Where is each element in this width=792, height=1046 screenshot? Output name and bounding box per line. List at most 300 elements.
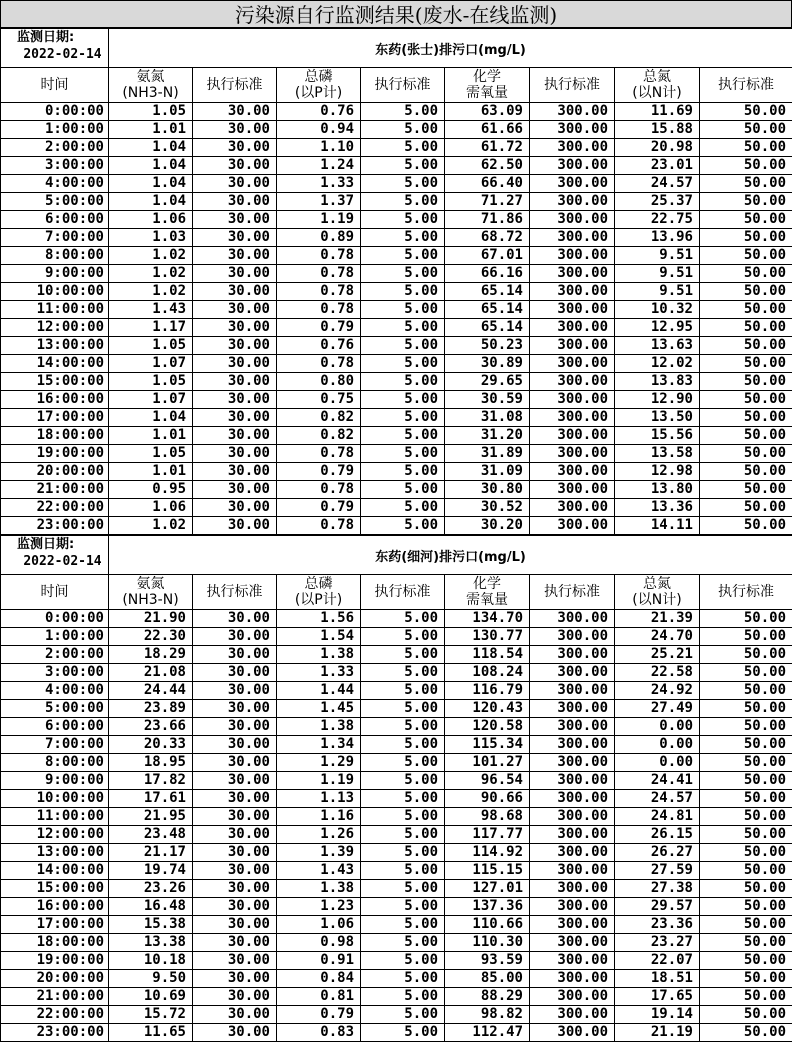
cell-cod-std: 300.00 [530,463,615,481]
cell-tn-std: 50.00 [700,139,792,157]
cell-time: 1:00:00 [1,121,109,139]
cell-tp: 0.84 [277,970,361,988]
cell-tp-std: 5.00 [361,247,445,265]
cell-tn: 25.21 [615,646,700,664]
cell-tn: 15.56 [615,427,700,445]
cell-tn-std: 50.00 [700,445,792,463]
cell-nh3-std: 30.00 [193,247,277,265]
cell-tp: 1.23 [277,898,361,916]
cell-tn-std: 50.00 [700,700,792,718]
cell-cod-std: 300.00 [530,409,615,427]
cell-nh3-std: 30.00 [193,283,277,301]
table-row [1,481,792,499]
cell-nh3: 20.33 [109,736,193,754]
cell-nh3-std: 30.00 [193,211,277,229]
cell-cod: 29.65 [445,373,530,391]
header-cod-text: 化学 [473,69,501,85]
cell-time: 0:00:00 [1,610,109,628]
cell-tn: 10.32 [615,301,700,319]
cell-nh3-std: 30.00 [193,517,277,535]
cell-nh3: 1.05 [109,373,193,391]
cell-tp-std: 5.00 [361,157,445,175]
cell-time: 1:00:00 [1,628,109,646]
cell-tn: 0.00 [615,754,700,772]
cell-nh3-std: 30.00 [193,391,277,409]
cell-nh3-std: 30.00 [193,1024,277,1042]
table-row [1,628,792,646]
cell-time: 17:00:00 [1,916,109,934]
cell-nh3: 0.95 [109,481,193,499]
cell-cod: 61.72 [445,139,530,157]
cell-cod-std: 300.00 [530,319,615,337]
cell-tn-std: 50.00 [700,463,792,481]
cell-cod-std: 300.00 [530,862,615,880]
cell-nh3-std: 30.00 [193,754,277,772]
cell-time: 15:00:00 [1,880,109,898]
cell-tn-std: 50.00 [700,247,792,265]
cell-cod: 30.59 [445,391,530,409]
cell-cod-std: 300.00 [530,826,615,844]
table-row [1,337,792,355]
cell-cod-std: 300.00 [530,175,615,193]
cell-tn: 14.11 [615,517,700,535]
cell-cod: 101.27 [445,754,530,772]
cell-tn: 23.27 [615,934,700,952]
cell-tn-std: 50.00 [700,391,792,409]
cell-tp: 1.26 [277,826,361,844]
cell-cod: 31.20 [445,427,530,445]
cell-cod: 66.40 [445,175,530,193]
cell-cod-std: 300.00 [530,283,615,301]
cell-nh3-std: 30.00 [193,427,277,445]
cell-cod-std: 300.00 [530,736,615,754]
cell-tn: 26.27 [615,844,700,862]
cell-nh3: 1.17 [109,319,193,337]
cell-cod: 98.68 [445,808,530,826]
cell-nh3: 23.48 [109,826,193,844]
cell-nh3: 1.07 [109,355,193,373]
cell-tp: 1.19 [277,211,361,229]
cell-tp: 0.76 [277,103,361,121]
cell-nh3-std: 30.00 [193,916,277,934]
cell-cod-std: 300.00 [530,517,615,535]
table-row [1,916,792,934]
table-row [1,664,792,682]
cell-tp-std: 5.00 [361,1024,445,1042]
cell-nh3: 1.04 [109,157,193,175]
cell-nh3-std: 30.00 [193,664,277,682]
cell-tn: 13.50 [615,409,700,427]
cell-cod-std: 300.00 [530,337,615,355]
cell-cod: 112.47 [445,1024,530,1042]
cell-tp-std: 5.00 [361,880,445,898]
monitoring-date-cell [1,29,109,68]
cell-tn: 27.49 [615,700,700,718]
header-ammonia-standard [193,575,277,610]
cell-tn-std: 50.00 [700,844,792,862]
cell-tn: 27.59 [615,862,700,880]
header-cod [445,575,530,610]
cell-nh3: 13.38 [109,934,193,952]
table-row [1,790,792,808]
cell-cod: 93.59 [445,952,530,970]
header-time [1,575,109,610]
cell-tp-std: 5.00 [361,970,445,988]
cell-time: 17:00:00 [1,409,109,427]
cell-time: 6:00:00 [1,718,109,736]
cell-nh3: 16.48 [109,898,193,916]
cell-time: 7:00:00 [1,229,109,247]
cell-tp-std: 5.00 [361,646,445,664]
cell-tp: 0.75 [277,391,361,409]
cell-nh3-std: 30.00 [193,355,277,373]
table-row [1,682,792,700]
header-total-nitrogen-text: (以N计) [632,85,682,101]
cell-nh3-std: 30.00 [193,898,277,916]
cell-tn-std: 50.00 [700,970,792,988]
cell-time: 4:00:00 [1,682,109,700]
table-row [1,121,792,139]
outlet-name: 东药(张士)排污口(mg/L) [109,29,792,68]
cell-tp: 1.16 [277,808,361,826]
cell-time: 2:00:00 [1,646,109,664]
cell-tn: 9.51 [615,283,700,301]
cell-cod: 50.23 [445,337,530,355]
cell-cod: 134.70 [445,610,530,628]
cell-tn-std: 50.00 [700,628,792,646]
cell-tn-std: 50.00 [700,790,792,808]
table-row [1,301,792,319]
cell-tp: 0.80 [277,373,361,391]
cell-tn-std: 50.00 [700,664,792,682]
cell-nh3-std: 30.00 [193,481,277,499]
cell-cod: 67.01 [445,247,530,265]
table-row [1,1024,792,1042]
cell-tp-std: 5.00 [361,664,445,682]
cell-tp: 1.56 [277,610,361,628]
cell-tp: 1.33 [277,664,361,682]
cell-cod-std: 300.00 [530,229,615,247]
cell-tn-std: 50.00 [700,826,792,844]
header-nitrogen-standard-text: 执行标准 [718,584,775,600]
cell-nh3-std: 30.00 [193,808,277,826]
cell-nh3: 15.72 [109,1006,193,1024]
cell-nh3-std: 30.00 [193,121,277,139]
header-ammonia-text: (NH3-N) [122,592,179,608]
cell-cod-std: 300.00 [530,952,615,970]
table-row [1,265,792,283]
cell-nh3: 22.30 [109,628,193,646]
cell-tn: 24.81 [615,808,700,826]
cell-nh3-std: 30.00 [193,844,277,862]
cell-tp-std: 5.00 [361,916,445,934]
cell-nh3: 1.02 [109,247,193,265]
cell-tn: 15.88 [615,121,700,139]
cell-cod-std: 300.00 [530,718,615,736]
cell-cod-std: 300.00 [530,1024,615,1042]
cell-cod: 71.86 [445,211,530,229]
cell-tp-std: 5.00 [361,211,445,229]
header-cod-standard-text: 执行标准 [544,584,600,600]
cell-cod-std: 300.00 [530,1006,615,1024]
header-total-nitrogen-text: 总氮 [643,69,671,85]
cell-tp-std: 5.00 [361,1006,445,1024]
cell-cod-std: 300.00 [530,247,615,265]
cell-tp-std: 5.00 [361,988,445,1006]
cell-tp: 1.38 [277,880,361,898]
cell-cod: 88.29 [445,988,530,1006]
cell-cod: 114.92 [445,844,530,862]
cell-nh3-std: 30.00 [193,862,277,880]
cell-tn: 17.65 [615,988,700,1006]
cell-tp: 0.79 [277,463,361,481]
table-row [1,952,792,970]
header-total-phosphorus [277,575,361,610]
table-row [1,229,792,247]
cell-nh3-std: 30.00 [193,790,277,808]
cell-tn-std: 50.00 [700,646,792,664]
cell-cod-std: 300.00 [530,139,615,157]
cell-cod-std: 300.00 [530,157,615,175]
cell-tn-std: 50.00 [700,121,792,139]
cell-cod: 115.34 [445,736,530,754]
cell-nh3-std: 30.00 [193,700,277,718]
cell-nh3-std: 30.00 [193,736,277,754]
cell-time: 9:00:00 [1,772,109,790]
cell-nh3: 18.29 [109,646,193,664]
cell-tn: 13.96 [615,229,700,247]
cell-nh3: 1.01 [109,121,193,139]
cell-tp-std: 5.00 [361,736,445,754]
cell-cod: 30.89 [445,355,530,373]
cell-cod: 120.43 [445,700,530,718]
table-row [1,103,792,121]
cell-tp-std: 5.00 [361,772,445,790]
cell-cod-std: 300.00 [530,772,615,790]
cell-tp: 1.45 [277,700,361,718]
header-phosphorus-standard-text: 执行标准 [374,77,431,93]
header-time-text: 时间 [40,77,69,93]
header-nitrogen-standard [700,575,792,610]
header-total-phosphorus-text: (以P计) [294,85,343,101]
cell-nh3-std: 30.00 [193,952,277,970]
cell-tn-std: 50.00 [700,610,792,628]
cell-nh3: 1.02 [109,517,193,535]
header-total-nitrogen-text: 总氮 [643,576,671,592]
cell-time: 3:00:00 [1,664,109,682]
cell-cod: 115.15 [445,862,530,880]
cell-tp: 1.34 [277,736,361,754]
table-row [1,862,792,880]
cell-tp: 1.54 [277,628,361,646]
cell-nh3: 1.01 [109,427,193,445]
table-row [1,880,792,898]
cell-nh3: 18.95 [109,754,193,772]
cell-cod-std: 300.00 [530,301,615,319]
cell-nh3-std: 30.00 [193,718,277,736]
cell-nh3-std: 30.00 [193,157,277,175]
table-row [1,211,792,229]
cell-tp-std: 5.00 [361,283,445,301]
header-ammonia-standard-text: 执行标准 [206,77,263,93]
cell-tn: 22.07 [615,952,700,970]
cell-tn: 12.90 [615,391,700,409]
cell-tp-std: 5.00 [361,355,445,373]
cell-tp: 1.43 [277,862,361,880]
table-row [1,700,792,718]
cell-cod: 66.16 [445,265,530,283]
cell-cod-std: 300.00 [530,103,615,121]
cell-tn-std: 50.00 [700,772,792,790]
cell-cod-std: 300.00 [530,880,615,898]
cell-tn: 12.98 [615,463,700,481]
cell-cod: 71.27 [445,193,530,211]
cell-nh3-std: 30.00 [193,265,277,283]
cell-tp: 1.24 [277,157,361,175]
cell-time: 19:00:00 [1,952,109,970]
cell-tp: 1.38 [277,646,361,664]
header-total-nitrogen [615,575,700,610]
header-time [1,68,109,103]
table-row [1,898,792,916]
table-row [1,139,792,157]
cell-tn: 24.41 [615,772,700,790]
cell-cod: 110.30 [445,934,530,952]
cell-cod-std: 300.00 [530,121,615,139]
cell-cod: 137.36 [445,898,530,916]
cell-time: 13:00:00 [1,337,109,355]
table-row [1,934,792,952]
table-row [1,355,792,373]
table-row [1,718,792,736]
header-ammonia [109,575,193,610]
cell-tp-std: 5.00 [361,610,445,628]
cell-tp: 1.29 [277,754,361,772]
cell-tn-std: 50.00 [700,193,792,211]
cell-tn-std: 50.00 [700,862,792,880]
cell-tp-std: 5.00 [361,952,445,970]
cell-tp-std: 5.00 [361,682,445,700]
cell-tp: 0.79 [277,499,361,517]
cell-tn: 27.38 [615,880,700,898]
cell-cod: 31.09 [445,463,530,481]
table-row [1,646,792,664]
cell-tn: 18.51 [615,970,700,988]
cell-nh3: 21.90 [109,610,193,628]
cell-nh3: 1.06 [109,499,193,517]
header-cod-standard [530,68,615,103]
cell-time: 16:00:00 [1,898,109,916]
cell-nh3: 1.01 [109,463,193,481]
cell-tp-std: 5.00 [361,517,445,535]
cell-tp-std: 5.00 [361,301,445,319]
cell-tp-std: 5.00 [361,628,445,646]
cell-tp-std: 5.00 [361,373,445,391]
cell-tn: 19.14 [615,1006,700,1024]
cell-tp: 0.81 [277,988,361,1006]
cell-tp: 0.82 [277,427,361,445]
header-nitrogen-standard [700,68,792,103]
cell-time: 22:00:00 [1,1006,109,1024]
cell-tp: 0.78 [277,283,361,301]
cell-time: 5:00:00 [1,193,109,211]
cell-tn: 23.01 [615,157,700,175]
cell-tp: 0.89 [277,229,361,247]
cell-cod: 116.79 [445,682,530,700]
cell-nh3-std: 30.00 [193,139,277,157]
cell-nh3-std: 30.00 [193,610,277,628]
outlet-name: 东药(细河)排污口(mg/L) [109,536,792,575]
monitoring-date-value: 2022-02-14 [23,47,102,62]
cell-time: 6:00:00 [1,211,109,229]
cell-tp: 1.33 [277,175,361,193]
header-ammonia-standard [193,68,277,103]
cell-tp-std: 5.00 [361,121,445,139]
cell-tn-std: 50.00 [700,103,792,121]
cell-tn: 21.19 [615,1024,700,1042]
header-total-phosphorus [277,68,361,103]
cell-cod-std: 300.00 [530,790,615,808]
cell-time: 21:00:00 [1,988,109,1006]
cell-tp: 1.44 [277,682,361,700]
report-title: 污染源自行监测结果(废水-在线监测) [0,0,792,28]
cell-tn-std: 50.00 [700,754,792,772]
cell-nh3: 21.08 [109,664,193,682]
cell-tp: 1.13 [277,790,361,808]
cell-cod: 68.72 [445,229,530,247]
cell-nh3-std: 30.00 [193,499,277,517]
cell-nh3: 1.03 [109,229,193,247]
cell-cod-std: 300.00 [530,193,615,211]
cell-nh3: 1.02 [109,283,193,301]
cell-tp: 0.78 [277,445,361,463]
cell-tn-std: 50.00 [700,1006,792,1024]
cell-tp-std: 5.00 [361,463,445,481]
cell-time: 8:00:00 [1,247,109,265]
cell-nh3-std: 30.00 [193,970,277,988]
cell-nh3: 21.17 [109,844,193,862]
cell-tp: 0.76 [277,337,361,355]
monitoring-date-label: 监测日期: [17,537,75,552]
table-row [1,826,792,844]
cell-time: 10:00:00 [1,283,109,301]
table-row [1,157,792,175]
cell-tp-std: 5.00 [361,193,445,211]
cell-tn: 0.00 [615,736,700,754]
cell-tp: 0.79 [277,1006,361,1024]
header-phosphorus-standard [361,68,445,103]
cell-tn-std: 50.00 [700,211,792,229]
cell-tp-std: 5.00 [361,265,445,283]
cell-time: 19:00:00 [1,445,109,463]
monitoring-date-value: 2022-02-14 [23,554,102,569]
cell-tp-std: 5.00 [361,700,445,718]
cell-cod-std: 300.00 [530,970,615,988]
cell-cod-std: 300.00 [530,610,615,628]
cell-cod: 65.14 [445,283,530,301]
cell-tp-std: 5.00 [361,229,445,247]
cell-nh3: 10.18 [109,952,193,970]
cell-tn-std: 50.00 [700,157,792,175]
cell-tn: 22.75 [615,211,700,229]
cell-time: 12:00:00 [1,319,109,337]
cell-cod-std: 300.00 [530,988,615,1006]
cell-cod-std: 300.00 [530,481,615,499]
header-ammonia-text: (NH3-N) [122,85,179,101]
cell-tn: 13.58 [615,445,700,463]
cell-time: 13:00:00 [1,844,109,862]
cell-tp: 0.98 [277,934,361,952]
